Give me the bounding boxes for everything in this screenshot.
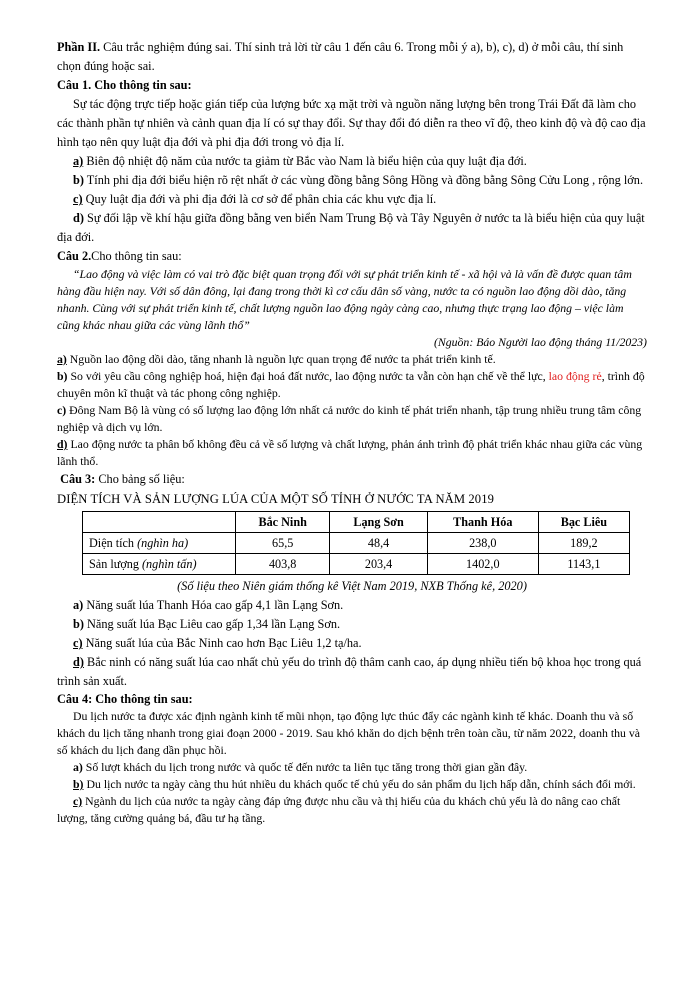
- table-cell: 65,5: [236, 533, 330, 554]
- table-header-row: [83, 512, 630, 533]
- table-header-cell: Thanh Hóa: [427, 512, 538, 533]
- q4-option-c: c) Ngành du lịch của nước ta ngày càng đáp ứng được nhu cầu và thị hiếu của du khách chủ yếu là do nâng cao chất lượng, tăng cường quảng bá, đầu tư hạ tầng.: [57, 794, 621, 825]
- table-cell: 403,8: [236, 554, 330, 575]
- q3-title: Câu 3: Cho bảng số liệu:: [60, 472, 185, 486]
- rice-data-table: [82, 511, 630, 575]
- q2-title: Câu 2.Cho thông tin sau:: [57, 249, 182, 263]
- table-header-cell: Bạc Liêu: [538, 512, 629, 533]
- q4-option-a: a) Số lượt khách du lịch trong nước và quốc tế đến nước ta liên tục tăng trong thời gian gần đây.: [73, 760, 528, 774]
- q3-option-c: c) Năng suất lúa của Bắc Ninh cao hơn Bạc Liêu 1,2 tạ/ha.: [73, 636, 362, 650]
- table-title: DIỆN TÍCH VÀ SẢN LƯỢNG LÚA CỦA MỘT SỐ TỈNH Ở NƯỚC TA NĂM 2019: [57, 492, 494, 506]
- q2-source: (Nguồn: Báo Người lao động tháng 11/2023): [433, 335, 647, 349]
- highlight-red-text: lao động rẻ: [548, 369, 602, 383]
- table-cell: 203,4: [330, 554, 427, 575]
- part2-instructions: Phần II. Câu trắc nghiệm đúng sai. Thí sinh trả lời từ câu 1 đến câu 6. Trong mỗi ý a), b), c), d) ở mỗi câu, thí sinh chọn đúng hoặc sai.: [57, 40, 624, 73]
- q4-intro: Du lịch nước ta được xác định ngành kinh tế mũi nhọn, tạo động lực thúc đẩy các ngành kinh tế khác. Doanh thu và số khách du lịch tăng nhanh trong giai đoạn 2000 - 2019. Sau khó khăn do dịch bệnh trên toàn cầu, từ năm 2022, doanh thu và số khách du lịch đang dần phục hồi.: [57, 709, 641, 757]
- exam-page: [57, 38, 647, 827]
- table-row: [83, 533, 630, 554]
- table-cell: 1143,1: [538, 554, 629, 575]
- row-label: Diện tích (nghìn ha): [83, 533, 236, 554]
- table-caption: (Số liệu theo Niên giám thống kê Việt Nam 2019, NXB Thống kê, 2020): [177, 579, 527, 593]
- table-cell: 238,0: [427, 533, 538, 554]
- table-row: [83, 554, 630, 575]
- row-label: Sản lượng (nghìn tấn): [83, 554, 236, 575]
- q3-option-b: b) Năng suất lúa Bạc Liêu cao gấp 1,34 lần Lạng Sơn.: [73, 617, 341, 631]
- table-header-empty: [83, 512, 236, 533]
- table-header-cell: Lạng Sơn: [330, 512, 427, 533]
- q1-option-a: a) Biên độ nhiệt độ năm của nước ta giảm từ Bắc vào Nam là biểu hiện của quy luật địa đới.: [73, 154, 527, 168]
- q1-intro: Sự tác động trực tiếp hoặc gián tiếp của lượng bức xạ mặt trời và nguồn năng lượng bên trong Trái Đất đã làm cho các thành phần tự nhiên và cảnh quan địa lí có sự thay đổi. Sự thay đổi đó diễn ra theo vĩ độ, theo kinh độ và độ cao địa hình tạo nên quy luật địa đới và phi địa đới trong vỏ địa lí.: [57, 97, 646, 149]
- q1-option-b: b) Tính phi địa đới biểu hiện rõ rệt nhất ở các vùng đồng bằng Sông Hồng và đồng bằng Sông Cửu Long , rộng lớn.: [73, 173, 644, 187]
- q1-option-c: c) Quy luật địa đới và phi địa đới là cơ sở để phân chia các khu vực địa lí.: [73, 192, 437, 206]
- q2-option-b: b) So với yêu cầu công nghiệp hoá, hiện đại hoá đất nước, lao động nước ta vẫn còn hạn chế về thể lực, lao động rẻ, trình độ chuyên môn kĩ thuật và tác phong công nghiệp.: [57, 369, 645, 400]
- q3-option-d: d) Bắc ninh có năng suất lúa cao nhất chủ yếu do trình độ thâm canh cao, áp dụng nhiều tiến bộ khoa học trong quá trình sản xuất.: [57, 655, 642, 688]
- q1-title: Câu 1. Cho thông tin sau:: [57, 78, 192, 92]
- part2-heading: Phần II.: [57, 40, 101, 54]
- q3-option-a: a) Năng suất lúa Thanh Hóa cao gấp 4,1 lần Lạng Sơn.: [73, 598, 344, 612]
- q1-option-d: d) Sự đối lập về khí hậu giữa đồng bằng ven biển Nam Trung Bộ và Tây Nguyên ở nước ta là biểu hiện của quy luật địa đới.: [57, 211, 645, 244]
- table-header-cell: Bắc Ninh: [236, 512, 330, 533]
- q4-title: Câu 4: Cho thông tin sau:: [57, 692, 193, 706]
- table-cell: 48,4: [330, 533, 427, 554]
- table-cell: 189,2: [538, 533, 629, 554]
- q2-option-d: d) Lao động nước ta phân bố không đều cả về số lượng và chất lượng, phản ánh trình độ phát triển khác nhau giữa các vùng lãnh thổ.: [57, 437, 643, 468]
- table-cell: 1402,0: [427, 554, 538, 575]
- q2-option-a: a) Nguồn lao động dồi dào, tăng nhanh là nguồn lực quan trọng để nước ta phát triển kinh tế.: [57, 352, 496, 366]
- q2-quote: “Lao động và việc làm có vai trò đặc biệt quan trọng đối với sự phát triển kinh tế - xã hội và là vấn đề được quan tâm hàng đầu hiện nay. Với số dân đông, lại đang trong thời kì cơ cấu dân số vàng, nước ta có nguồn lao động dồi dào, tăng nhanh. Cùng với sự phát triển kinh tế, chất lượng nguồn lao động ngày càng cao, nhưng thực trạng lao động – việc làm cũng khác nhau giữa các vùng lãnh thổ”: [57, 267, 632, 332]
- q4-option-b: b) Du lịch nước ta ngày càng thu hút nhiều du khách quốc tế chủ yếu do sản phẩm du lịch hấp dẫn, chính sách đổi mới.: [73, 777, 636, 791]
- q2-option-c: c) Đông Nam Bộ là vùng có số lượng lao động lớn nhất cả nước do kinh tế phát triển nhanh, tập trung nhiều trung tâm công nghiệp và dịch vụ lớn.: [57, 403, 642, 434]
